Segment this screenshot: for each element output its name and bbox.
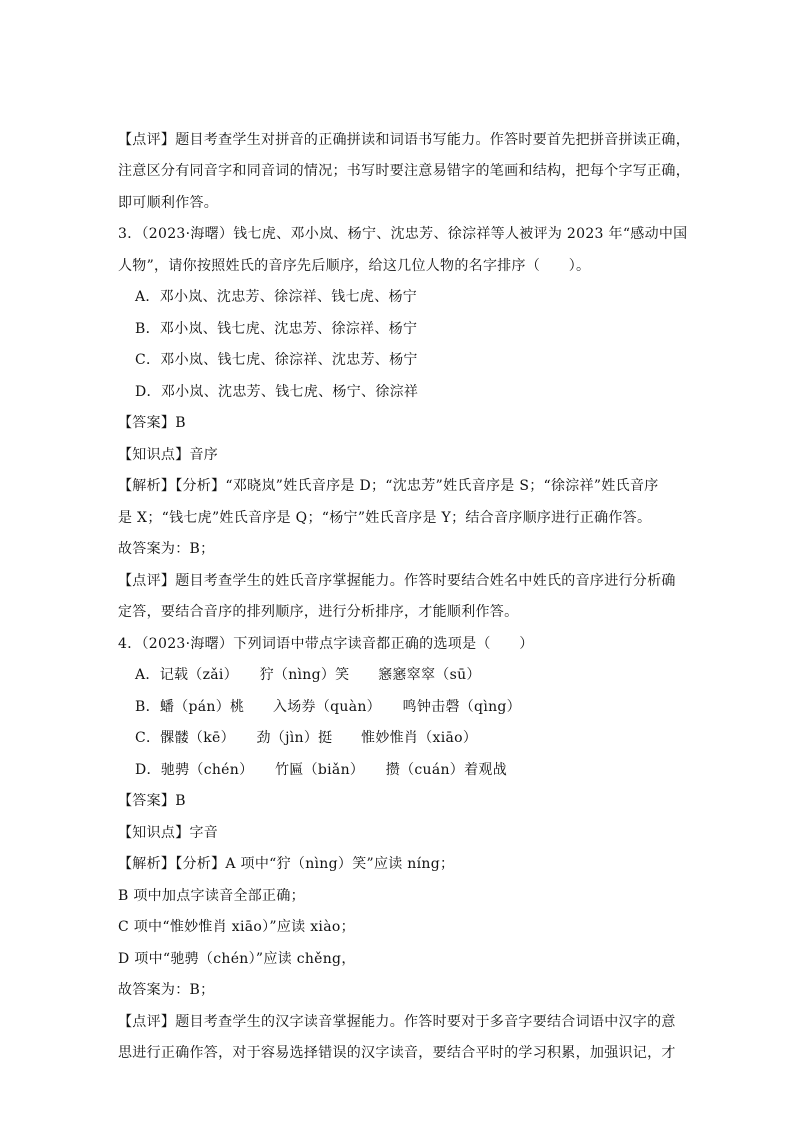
question-3-stem-line-2: 人物”，请你按照姓氏的音序先后顺序，给这几位人物的名字排序（ ）。 [118,258,591,274]
question-3-option-a: A．邓小岚、沈忠芳、徐淙祥、钱七虎、杨宁 [135,289,418,305]
question-3-review-line-2: 定答，要结合音序的排列顺序，进行分析排序，才能顺利作答。 [118,604,519,620]
question-3-option-c: C．邓小岚、钱七虎、徐淙祥、沈忠芳、杨宁 [135,352,418,368]
question-4-stem: 4．（2023·海曙）下列词语中带点字读音都正确的选项是（ ） [118,636,534,652]
review-1-line-3: 即可顺利作答。 [118,195,219,211]
question-4-review-line-2: 思进行正确作答，对于容易选择错误的汉字读音，要结合平时的学习积累，加强识记，才 [118,1045,676,1061]
question-3-stem-line-1: 3．（2023·海曙）钱七虎、邓小岚、杨宁、沈忠芳、徐淙祥等人被评为 2023 年“感动中国 [118,226,688,242]
question-4-option-d: D．驰骋（chén） 竹匾（biǎn） 攒（cuán）着观战 [135,762,508,778]
question-4-review-line-1: 【点评】题目考查学生的汉字读音掌握能力。作答时要对于多音字要结合词语中汉字的意 [118,1014,676,1030]
question-3-answer: 【答案】B [118,415,186,431]
question-3-option-b: B．邓小岚、钱七虎、沈忠芳、徐淙祥、杨宁 [135,321,418,337]
question-3-final-answer: 故答案为：B； [118,541,215,557]
question-3-analysis-line-2: 是 X；“钱七虎”姓氏音序是 Q；“杨宁”姓氏音序是 Y；结合音序顺序进行正确作答。 [118,510,652,526]
question-4-final-answer: 故答案为：B； [118,982,215,998]
question-3-review-line-1: 【点评】题目考查学生的姓氏音序掌握能力。作答时要结合姓名中姓氏的音序进行分析确 [118,573,676,589]
review-1-line-1: 【点评】题目考查学生对拼音的正确拼读和词语书写能力。作答时要首先把拼音拼读正确， [118,132,690,148]
question-4-option-c: C．髁髅（kē） 劲（jìn）挺 惟妙惟肖（xiāo） [135,730,478,746]
question-4-analysis-line-4: D 项中“驰骋（chén）”应读 chěng， [118,951,356,967]
question-4-knowledge-point: 【知识点】字音 [118,825,219,841]
review-1-line-2: 注意区分有同音字和同音词的情况；书写时要注意易错字的笔画和结构，把每个字写正确， [118,163,690,179]
question-3-knowledge-point: 【知识点】音序 [118,447,219,463]
question-3-analysis-line-1: 【解析】【分析】“邓晓岚”姓氏音序是 D；“沈忠芳”姓氏音序是 S；“徐淙祥”姓氏音序 [118,478,659,494]
question-4-analysis-line-3: C 项中“惟妙惟肖 xiāo）”应读 xiào； [118,919,355,935]
question-4-answer: 【答案】B [118,793,186,809]
question-4-option-b: B．蟠（pán）桃 入场券（quàn） 鸣钟击磬（qìng） [135,699,521,715]
question-4-analysis-line-2: B 项中加点字读音全部正确； [118,888,305,904]
question-4-analysis-line-1: 【解析】【分析】A 项中“狞（nìng）笑”应读 níng； [118,856,455,872]
question-4-option-a: A．记载（zǎi） 狞（nìng）笑 窸窸窣窣（sū） [135,667,481,683]
question-3-option-d: D．邓小岚、沈忠芳、钱七虎、杨宁、徐淙祥 [135,384,419,400]
